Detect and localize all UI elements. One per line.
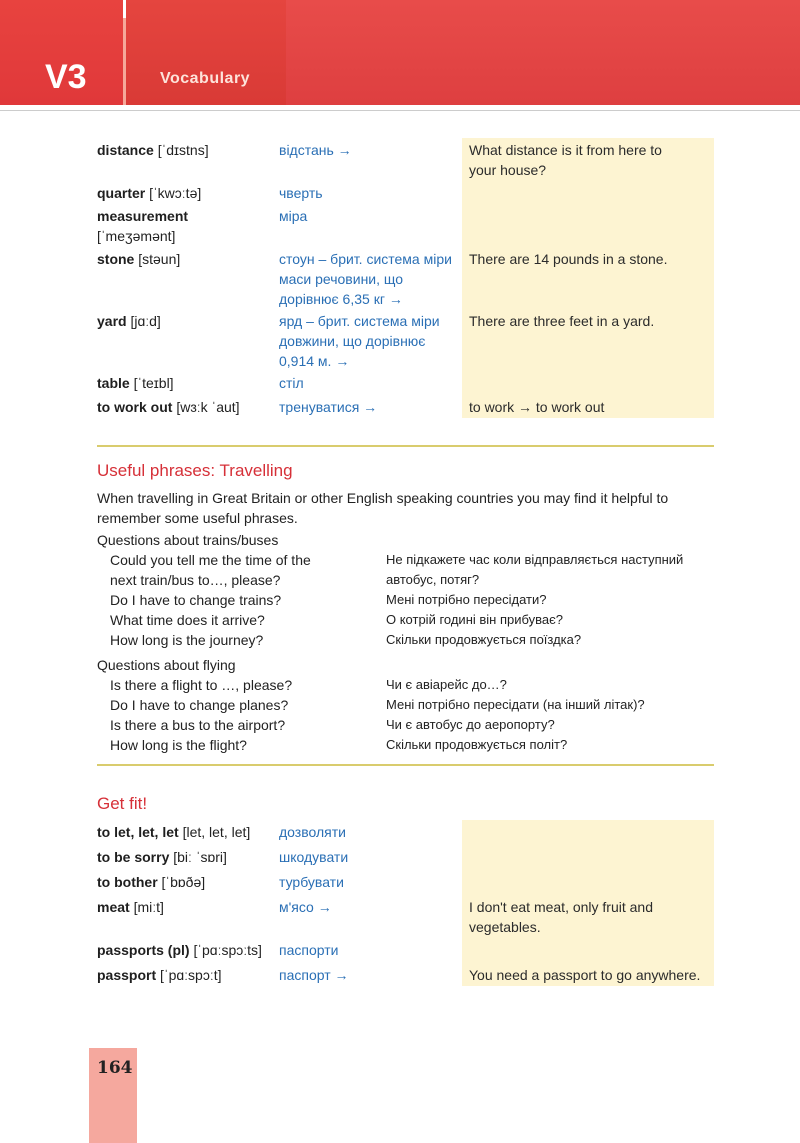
vocab-entry bbox=[97, 311, 667, 373]
phrase-english: Do I have to change trains? bbox=[110, 592, 282, 608]
vocab-word bbox=[97, 940, 279, 960]
intro-line: remember some useful phrases. bbox=[97, 510, 298, 526]
vocab-word bbox=[97, 397, 279, 417]
transcription: [ˈpɑːspɔːts] bbox=[193, 942, 262, 958]
phrase-ukrainian: Скільки продовжується поїздка? bbox=[386, 632, 582, 647]
headword: passports (pl) bbox=[97, 942, 190, 958]
header-section-block bbox=[126, 0, 286, 105]
translation-line: дозволяти bbox=[279, 824, 346, 840]
phrase-ukrainian: Не підкажете час коли відправляється наступний bbox=[386, 552, 684, 567]
transcription: [let, let, let] bbox=[182, 824, 251, 840]
translation-line: маси речовини, що bbox=[279, 271, 404, 287]
vocab-entry bbox=[97, 940, 700, 965]
phrase-row bbox=[97, 610, 717, 630]
useful-phrases-title: Useful phrases: Travelling bbox=[97, 461, 293, 480]
transcription: [ˈkwɔːtə] bbox=[149, 185, 202, 201]
vocab-word bbox=[97, 872, 279, 892]
vocab-word bbox=[97, 311, 279, 331]
transcription: [ˈpɑːspɔːt] bbox=[160, 967, 222, 983]
phrase-ukrainian: Мені потрібно пересідати (на інший літак)? bbox=[386, 697, 645, 712]
example-line: There are 14 pounds in a stone. bbox=[469, 251, 668, 267]
example-sentence bbox=[469, 397, 604, 417]
headword: yard bbox=[97, 313, 127, 329]
vocabulary-list bbox=[97, 140, 667, 421]
phrase-english: How long is the flight? bbox=[110, 737, 247, 753]
phrase-ukrainian: О котрій годині він прибуває? bbox=[386, 612, 564, 627]
vocab-word bbox=[97, 140, 279, 160]
headword: to be sorry bbox=[97, 849, 170, 865]
translation bbox=[279, 397, 469, 417]
vocab-word bbox=[97, 373, 279, 393]
phrase-row bbox=[97, 695, 717, 715]
translation-line: паспорт → bbox=[279, 967, 349, 983]
phrase-ukrainian: Скільки продовжується політ? bbox=[386, 737, 568, 752]
transcription: [stəun] bbox=[138, 251, 181, 267]
header-banner bbox=[286, 0, 800, 105]
phrase-group-trains bbox=[97, 530, 717, 650]
vocab-word bbox=[97, 822, 279, 842]
example-line: What distance is it from here to bbox=[469, 142, 662, 158]
vocab-entry bbox=[97, 822, 700, 847]
section-divider bbox=[97, 445, 714, 447]
phrase-ukrainian: автобус, потяг? bbox=[386, 572, 480, 587]
transcription: [jɑːd] bbox=[130, 313, 161, 329]
vocab-entry bbox=[97, 140, 667, 183]
example-sentence bbox=[469, 140, 662, 180]
translation-line: шкодувати bbox=[279, 849, 349, 865]
phrase-row bbox=[97, 630, 717, 650]
vocab-word bbox=[97, 847, 279, 867]
transcription: [ˈbɒðə] bbox=[161, 874, 206, 890]
translation-line: чверть bbox=[279, 185, 323, 201]
example-line: your house? bbox=[469, 162, 547, 178]
phrase-group-flying bbox=[97, 655, 717, 755]
get-fit-title: Get fit! bbox=[97, 794, 148, 813]
headword: quarter bbox=[97, 185, 146, 201]
headword: passport bbox=[97, 967, 157, 983]
example-sentence bbox=[469, 249, 667, 269]
translation-line: турбувати bbox=[279, 874, 344, 890]
vocab-entry bbox=[97, 847, 700, 872]
headword: to let, let, let bbox=[97, 824, 179, 840]
phrase-english: What time does it arrive? bbox=[110, 612, 265, 628]
vocab-entry bbox=[97, 373, 667, 397]
phrase-row bbox=[97, 570, 717, 590]
translation bbox=[279, 311, 469, 371]
section-title: Vocabulary bbox=[160, 70, 251, 87]
vocab-entry bbox=[97, 183, 667, 206]
transcription: [ˈdɪstns] bbox=[157, 142, 209, 158]
example-line: I don't eat meat, only fruit and bbox=[469, 899, 654, 915]
transcription: [biː ˈsɒri] bbox=[173, 849, 227, 865]
translation-line: стіл bbox=[279, 375, 304, 391]
get-fit-vocabulary-list bbox=[97, 822, 700, 990]
vocab-word bbox=[97, 206, 279, 246]
translation-line: стоун – брит. система міри bbox=[279, 251, 452, 267]
translation-line: паспорти bbox=[279, 942, 339, 958]
translation bbox=[279, 822, 469, 842]
vocab-entry bbox=[97, 249, 667, 311]
example-line: You need a passport to go anywhere. bbox=[469, 967, 701, 983]
unit-code: V3 bbox=[45, 58, 87, 96]
vocab-entry bbox=[97, 206, 667, 249]
example-sentence bbox=[469, 311, 654, 331]
phrase-group-heading: Questions about trains/buses bbox=[97, 532, 279, 548]
headword: measurement bbox=[97, 208, 189, 224]
transcription: [wɜːk ˈaut] bbox=[176, 399, 240, 415]
transcription: [ˈteɪbl] bbox=[133, 375, 174, 391]
translation bbox=[279, 872, 469, 892]
example-sentence bbox=[469, 897, 653, 937]
example-line: to work → to work out bbox=[469, 399, 605, 415]
translation-line: міра bbox=[279, 208, 308, 224]
phrase-english: Is there a bus to the airport? bbox=[110, 717, 286, 733]
translation bbox=[279, 847, 469, 867]
phrase-row bbox=[97, 735, 717, 755]
intro-line: When travelling in Great Britain or other English speaking countries you may find it helpful to bbox=[97, 490, 669, 506]
vocab-entry bbox=[97, 965, 700, 990]
translation bbox=[279, 183, 469, 203]
translation bbox=[279, 140, 469, 160]
vocab-entry bbox=[97, 397, 667, 421]
translation-line: 0,914 м. → bbox=[279, 353, 350, 369]
translation bbox=[279, 206, 469, 226]
phrase-ukrainian: Мені потрібно пересідати? bbox=[386, 592, 547, 607]
phrase-group-heading: Questions about flying bbox=[97, 657, 236, 673]
headword: stone bbox=[97, 251, 135, 267]
vocab-entry bbox=[97, 897, 700, 940]
phrase-english: Do I have to change planes? bbox=[110, 697, 289, 713]
translation bbox=[279, 249, 469, 309]
phrase-english: next train/bus to…, please? bbox=[110, 572, 281, 588]
example-sentence bbox=[469, 965, 700, 985]
transcription: [ˈmeʒəmənt] bbox=[97, 228, 176, 244]
vocab-word bbox=[97, 249, 279, 269]
transcription: [miːt] bbox=[133, 899, 164, 915]
headword: to work out bbox=[97, 399, 173, 415]
headword: to bother bbox=[97, 874, 158, 890]
phrase-row bbox=[97, 675, 717, 695]
example-line: There are three feet in a yard. bbox=[469, 313, 655, 329]
phrase-row bbox=[97, 550, 717, 570]
phrase-english: How long is the journey? bbox=[110, 632, 264, 648]
headword: distance bbox=[97, 142, 154, 158]
vocab-entry bbox=[97, 872, 700, 897]
page-header bbox=[0, 0, 800, 105]
phrase-row bbox=[97, 590, 717, 610]
header-divider bbox=[0, 110, 800, 111]
vocab-word bbox=[97, 897, 279, 917]
headword: table bbox=[97, 375, 130, 391]
example-line: vegetables. bbox=[469, 919, 541, 935]
translation bbox=[279, 965, 469, 985]
useful-phrases-intro bbox=[97, 488, 717, 528]
translation-line: м'ясо → bbox=[279, 899, 332, 915]
vocab-word bbox=[97, 965, 279, 985]
phrase-english: Is there a flight to …, please? bbox=[110, 677, 293, 693]
translation-line: ярд – брит. система міри bbox=[279, 313, 440, 329]
phrase-english: Could you tell me the time of the bbox=[110, 552, 311, 568]
translation-line: дорівнює 6,35 кг → bbox=[279, 291, 403, 307]
phrase-ukrainian: Чи є автобус до аеропорту? bbox=[386, 717, 555, 732]
section-divider bbox=[97, 764, 714, 766]
translation bbox=[279, 373, 469, 393]
phrase-row bbox=[97, 715, 717, 735]
page-number: 164 bbox=[97, 1058, 133, 1078]
translation-line: тренуватися → bbox=[279, 399, 378, 415]
translation bbox=[279, 897, 469, 917]
translation-line: довжини, що дорівнює bbox=[279, 333, 426, 349]
vocab-word bbox=[97, 183, 279, 203]
phrase-ukrainian: Чи є авіарейс до…? bbox=[386, 677, 507, 692]
headword: meat bbox=[97, 899, 130, 915]
translation bbox=[279, 940, 469, 960]
translation-line: відстань → bbox=[279, 142, 352, 158]
